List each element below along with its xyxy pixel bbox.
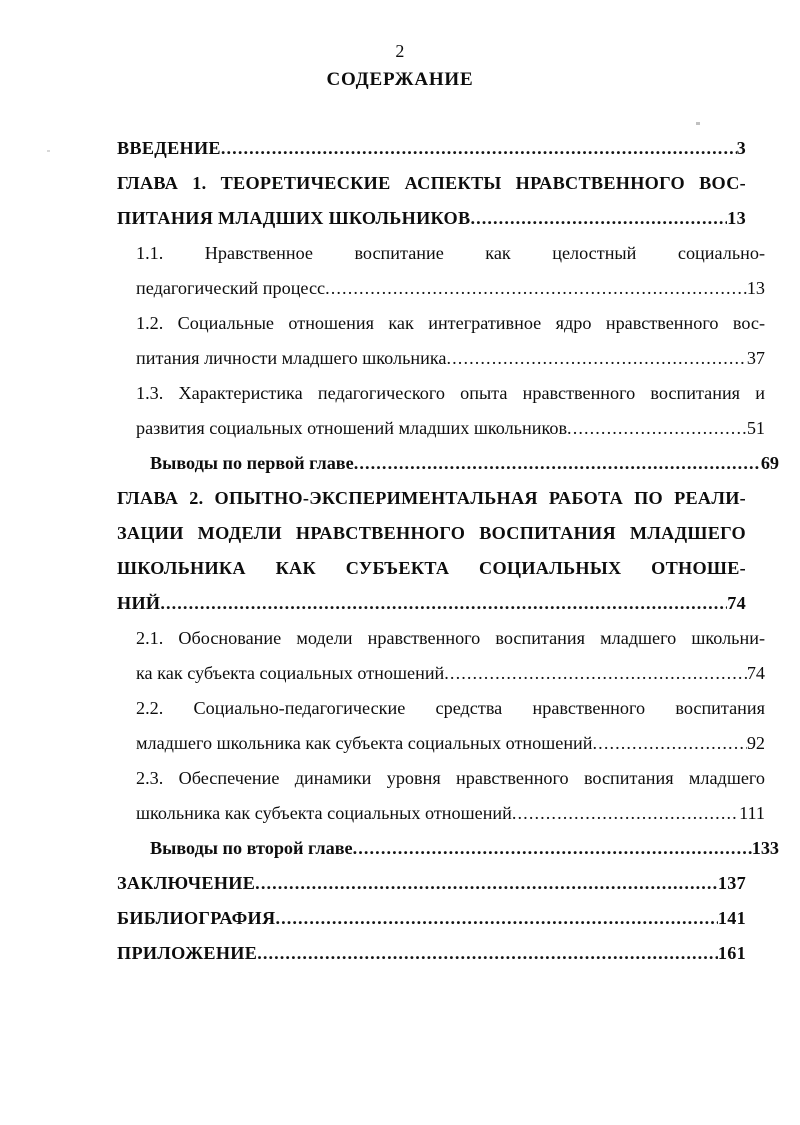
toc-page-number: 161 [717,943,746,963]
scan-speck [47,150,50,152]
toc-entry-text: 1.3. Характеристика педагогического опыта нравственного воспитания и [136,383,765,403]
toc-page-number: 137 [717,873,746,893]
toc-entry[interactable] [117,236,765,306]
toc-entry-line [117,516,746,551]
toc-entry-text: 2.3. Обеспечение динамики уровня нравственного воспитания младшего [136,768,765,788]
toc-entry[interactable] [117,166,746,236]
toc-page-number: 13 [746,278,765,298]
table-of-contents [117,131,779,971]
toc-entry-text: ПРИЛОЖЕНИЕ [117,943,258,963]
toc-entry-text: ГЛАВА 1. ТЕОРЕТИЧЕСКИЕ АСПЕКТЫ НРАВСТВЕННОГО ВОС- [117,173,746,193]
scan-speck [696,122,700,125]
toc-entry-text: школьника как субъекта социальных отношений [136,803,512,823]
toc-entry-line [117,341,765,376]
toc-entry-text: Выводы по первой главе [150,453,354,473]
toc-entry-line [117,726,765,761]
leader-dots [447,349,747,367]
leader-dots [160,594,727,612]
leader-dots [470,209,727,227]
leader-dots [275,909,717,927]
toc-entry-line [117,271,765,306]
toc-entry[interactable] [117,376,765,446]
leader-dots [354,454,761,472]
leader-dots [593,734,747,752]
toc-entry-line [117,621,765,656]
toc-entry-text: 2.2. Социально-педагогические средства нравственного воспитания [136,698,765,718]
toc-entry-line [117,901,746,936]
toc-entry-line [117,376,765,411]
page-title: СОДЕРЖАНИЕ [326,69,474,90]
leader-dots [444,664,747,682]
toc-entry[interactable] [117,866,746,901]
toc-page-number: 92 [746,733,765,753]
toc-entry-text: педагогический процесс [136,278,326,298]
leader-dots [512,804,739,822]
toc-entry[interactable] [117,831,779,866]
toc-page-number: 141 [717,908,746,928]
toc-entry-line [117,691,765,726]
toc-entry-line [117,936,746,971]
toc-entry[interactable] [117,306,765,376]
toc-entry-text: питания личности младшего школьника [136,348,447,368]
toc-entry-line [117,796,765,831]
toc-entry-line [117,411,765,446]
toc-entry-text: 1.1. Нравственное воспитание как целостный социально- [136,243,765,263]
toc-entry-line [117,481,746,516]
toc-entry-line [117,551,746,586]
toc-entry[interactable] [117,481,746,621]
toc-page-number: 133 [751,838,779,858]
toc-entry[interactable] [117,131,746,166]
toc-entry-text: ЗАЦИИ МОДЕЛИ НРАВСТВЕННОГО ВОСПИТАНИЯ МЛАДШЕГО [117,523,746,543]
toc-entry-text: БИБЛИОГРАФИЯ [117,908,276,928]
toc-entry-line [117,761,765,796]
toc-page-number: 69 [760,453,779,473]
toc-entry[interactable] [117,901,746,936]
toc-entry-line [117,131,746,166]
toc-entry-line [117,306,765,341]
toc-entry-text: 2.1. Обоснование модели нравственного воспитания младшего школьни- [136,628,765,648]
toc-entry[interactable] [117,936,746,971]
toc-page-number: 111 [739,803,765,823]
toc-entry-text: ПИТАНИЯ МЛАДШИХ ШКОЛЬНИКОВ [117,208,471,228]
toc-entry[interactable] [117,621,765,691]
toc-entry-text: младшего школьника как субъекта социальных отношений [136,733,593,753]
toc-entry-line [117,446,779,481]
toc-page-number: 74 [727,593,746,613]
toc-entry-line [117,586,746,621]
toc-entry[interactable] [117,446,779,481]
toc-entry-line [117,236,765,271]
toc-entry-text: ГЛАВА 2. ОПЫТНО-ЭКСПЕРИМЕНТАЛЬНАЯ РАБОТА ПО РЕАЛИ- [117,488,746,508]
toc-page-number: 51 [746,418,765,438]
leader-dots [221,139,737,157]
toc-entry-line [117,166,746,201]
leader-dots [325,279,747,297]
page-number: 2 [395,41,405,61]
leader-dots [255,874,718,892]
toc-entry-text: НИЙ [117,593,161,613]
leader-dots [257,944,718,962]
toc-entry-text: ВВЕДЕНИЕ [117,138,221,158]
toc-entry-line [117,866,746,901]
toc-entry-line [117,201,746,236]
toc-entry-text: Выводы по второй главе [150,838,353,858]
toc-page-number: 3 [736,138,746,158]
toc-entry-line [117,831,779,866]
toc-entry-text: ка как субъекта социальных отношений [136,663,445,683]
leader-dots [567,419,747,437]
toc-entry-text: 1.2. Социальные отношения как интегративное ядро нравственного вос- [136,313,765,333]
toc-entry-text: ШКОЛЬНИКА КАК СУБЪЕКТА СОЦИАЛЬНЫХ ОТНОШЕ- [117,558,746,578]
toc-page-number: 13 [727,208,746,228]
toc-entry-text: развития социальных отношений младших школьников [136,418,568,438]
toc-entry-text: ЗАКЛЮЧЕНИЕ [117,873,256,893]
toc-entry-line [117,656,765,691]
leader-dots [353,839,752,857]
toc-entry[interactable] [117,761,765,831]
toc-entry[interactable] [117,691,765,761]
toc-page-number: 37 [746,348,765,368]
toc-page-number: 74 [746,663,765,683]
